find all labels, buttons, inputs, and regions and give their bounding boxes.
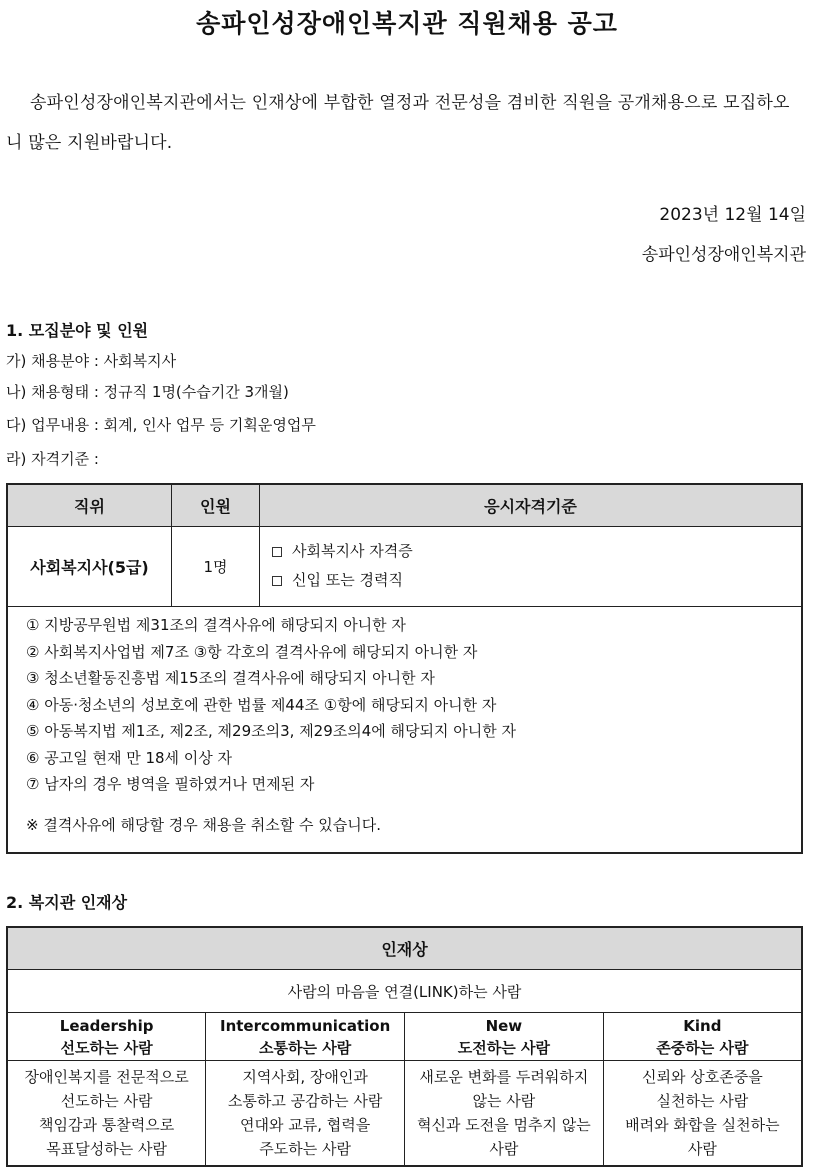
talent-desc-new: 새로운 변화를 두려워하지 않는 사람 혁신과 도전을 멈추지 않는 사람 [405,1061,604,1167]
talent-desc-intercommunication: 지역사회, 장애인과 소통하고 공감하는 사람 연대와 교류, 협력을 주도하는 사람 [206,1061,405,1167]
employment-type-line: 나) 채용형태 : 정규직 1명(수습기간 3개월) [6,383,289,401]
job-duties-line: 다) 업무내용 : 회계, 인사 업무 등 기획운영업무 [6,416,316,434]
talent-table [6,926,803,1167]
checkbox-square-icon [272,547,282,557]
disqualification-item: ⑥ 공고일 현재 만 18세 이상 자 [26,748,233,767]
talent-header: 인재상 [7,927,802,970]
header-criteria: 응시자격기준 [260,484,803,527]
talent-keyword-intercommunication: Intercommunication 소통하는 사람 [206,1013,405,1061]
header-position: 직위 [7,484,172,527]
disqualification-item: ⑦ 남자의 경우 병역을 필하였거나 면제된 자 [26,775,315,793]
criteria-item: 신입 또는 경력직 [272,566,801,595]
talent-desc-kind: 신뢰와 상호존중을 실천하는 사람 배려와 화합을 실천하는 사람 [603,1061,802,1167]
header-count: 인원 [172,484,260,527]
talent-keyword-leadership: Leadership 선도하는 사람 [7,1013,206,1061]
talent-desc-leadership: 장애인복지를 전문적으로 선도하는 사람 책임감과 통찰력으로 목표달성하는 사람 [7,1061,206,1167]
talent-subtitle: 사람의 마음을 연결(LINK)하는 사람 [7,970,802,1013]
page-title: 송파인성장애인복지관 직원채용 공고 [196,9,618,38]
intro-paragraph: 송파인성장애인복지관에서는 인재상에 부합한 열정과 전문성을 겸비한 직원을 공개채용으로 모집하오니 많은 지원바랍니다. [6,93,790,153]
disqualification-item: ⑤ 아동복지법 제1조, 제2조, 제29조의3, 제29조의4에 해당되지 아니한 자 [26,722,517,740]
organization-name: 송파인성장애인복지관 [641,245,806,265]
section-2-title: 2. 복지관 인재상 [6,893,128,912]
qualification-line: 라) 자격기준 : [6,450,99,468]
recruit-field-line: 가) 채용분야 : 사회복지사 [6,352,177,370]
criteria-cell [260,527,803,607]
criteria-item: 사회복지사 자격증 [272,537,801,566]
count-cell: 1명 [172,527,260,607]
disqualification-item: ③ 청소년활동진흥법 제15조의 결격사유에 해당되지 아니한 자 [26,669,435,687]
cancellation-note: ※ 결격사유에 해당할 경우 채용을 취소할 수 있습니다. [26,815,382,834]
checkbox-square-icon [272,576,282,586]
disqualification-cell [7,607,802,854]
qualification-table [6,483,803,854]
section-1-title: 1. 모집분야 및 인원 [6,321,149,340]
disqualification-item: ① 지방공무원법 제31조의 결격사유에 해당되지 아니한 자 [26,616,406,634]
position-cell: 사회복지사(5급) [7,527,172,607]
announcement-date: 2023년 12월 14일 [659,205,806,225]
talent-keyword-new: New 도전하는 사람 [405,1013,604,1061]
talent-keyword-kind: Kind 존중하는 사람 [603,1013,802,1061]
disqualification-item: ④ 아동·청소년의 성보호에 관한 법률 제44조 ①항에 해당되지 아니한 자 [26,695,497,714]
disqualification-item: ② 사회복지사업법 제7조 ③항 각호의 결격사유에 해당되지 아니한 자 [26,642,478,661]
